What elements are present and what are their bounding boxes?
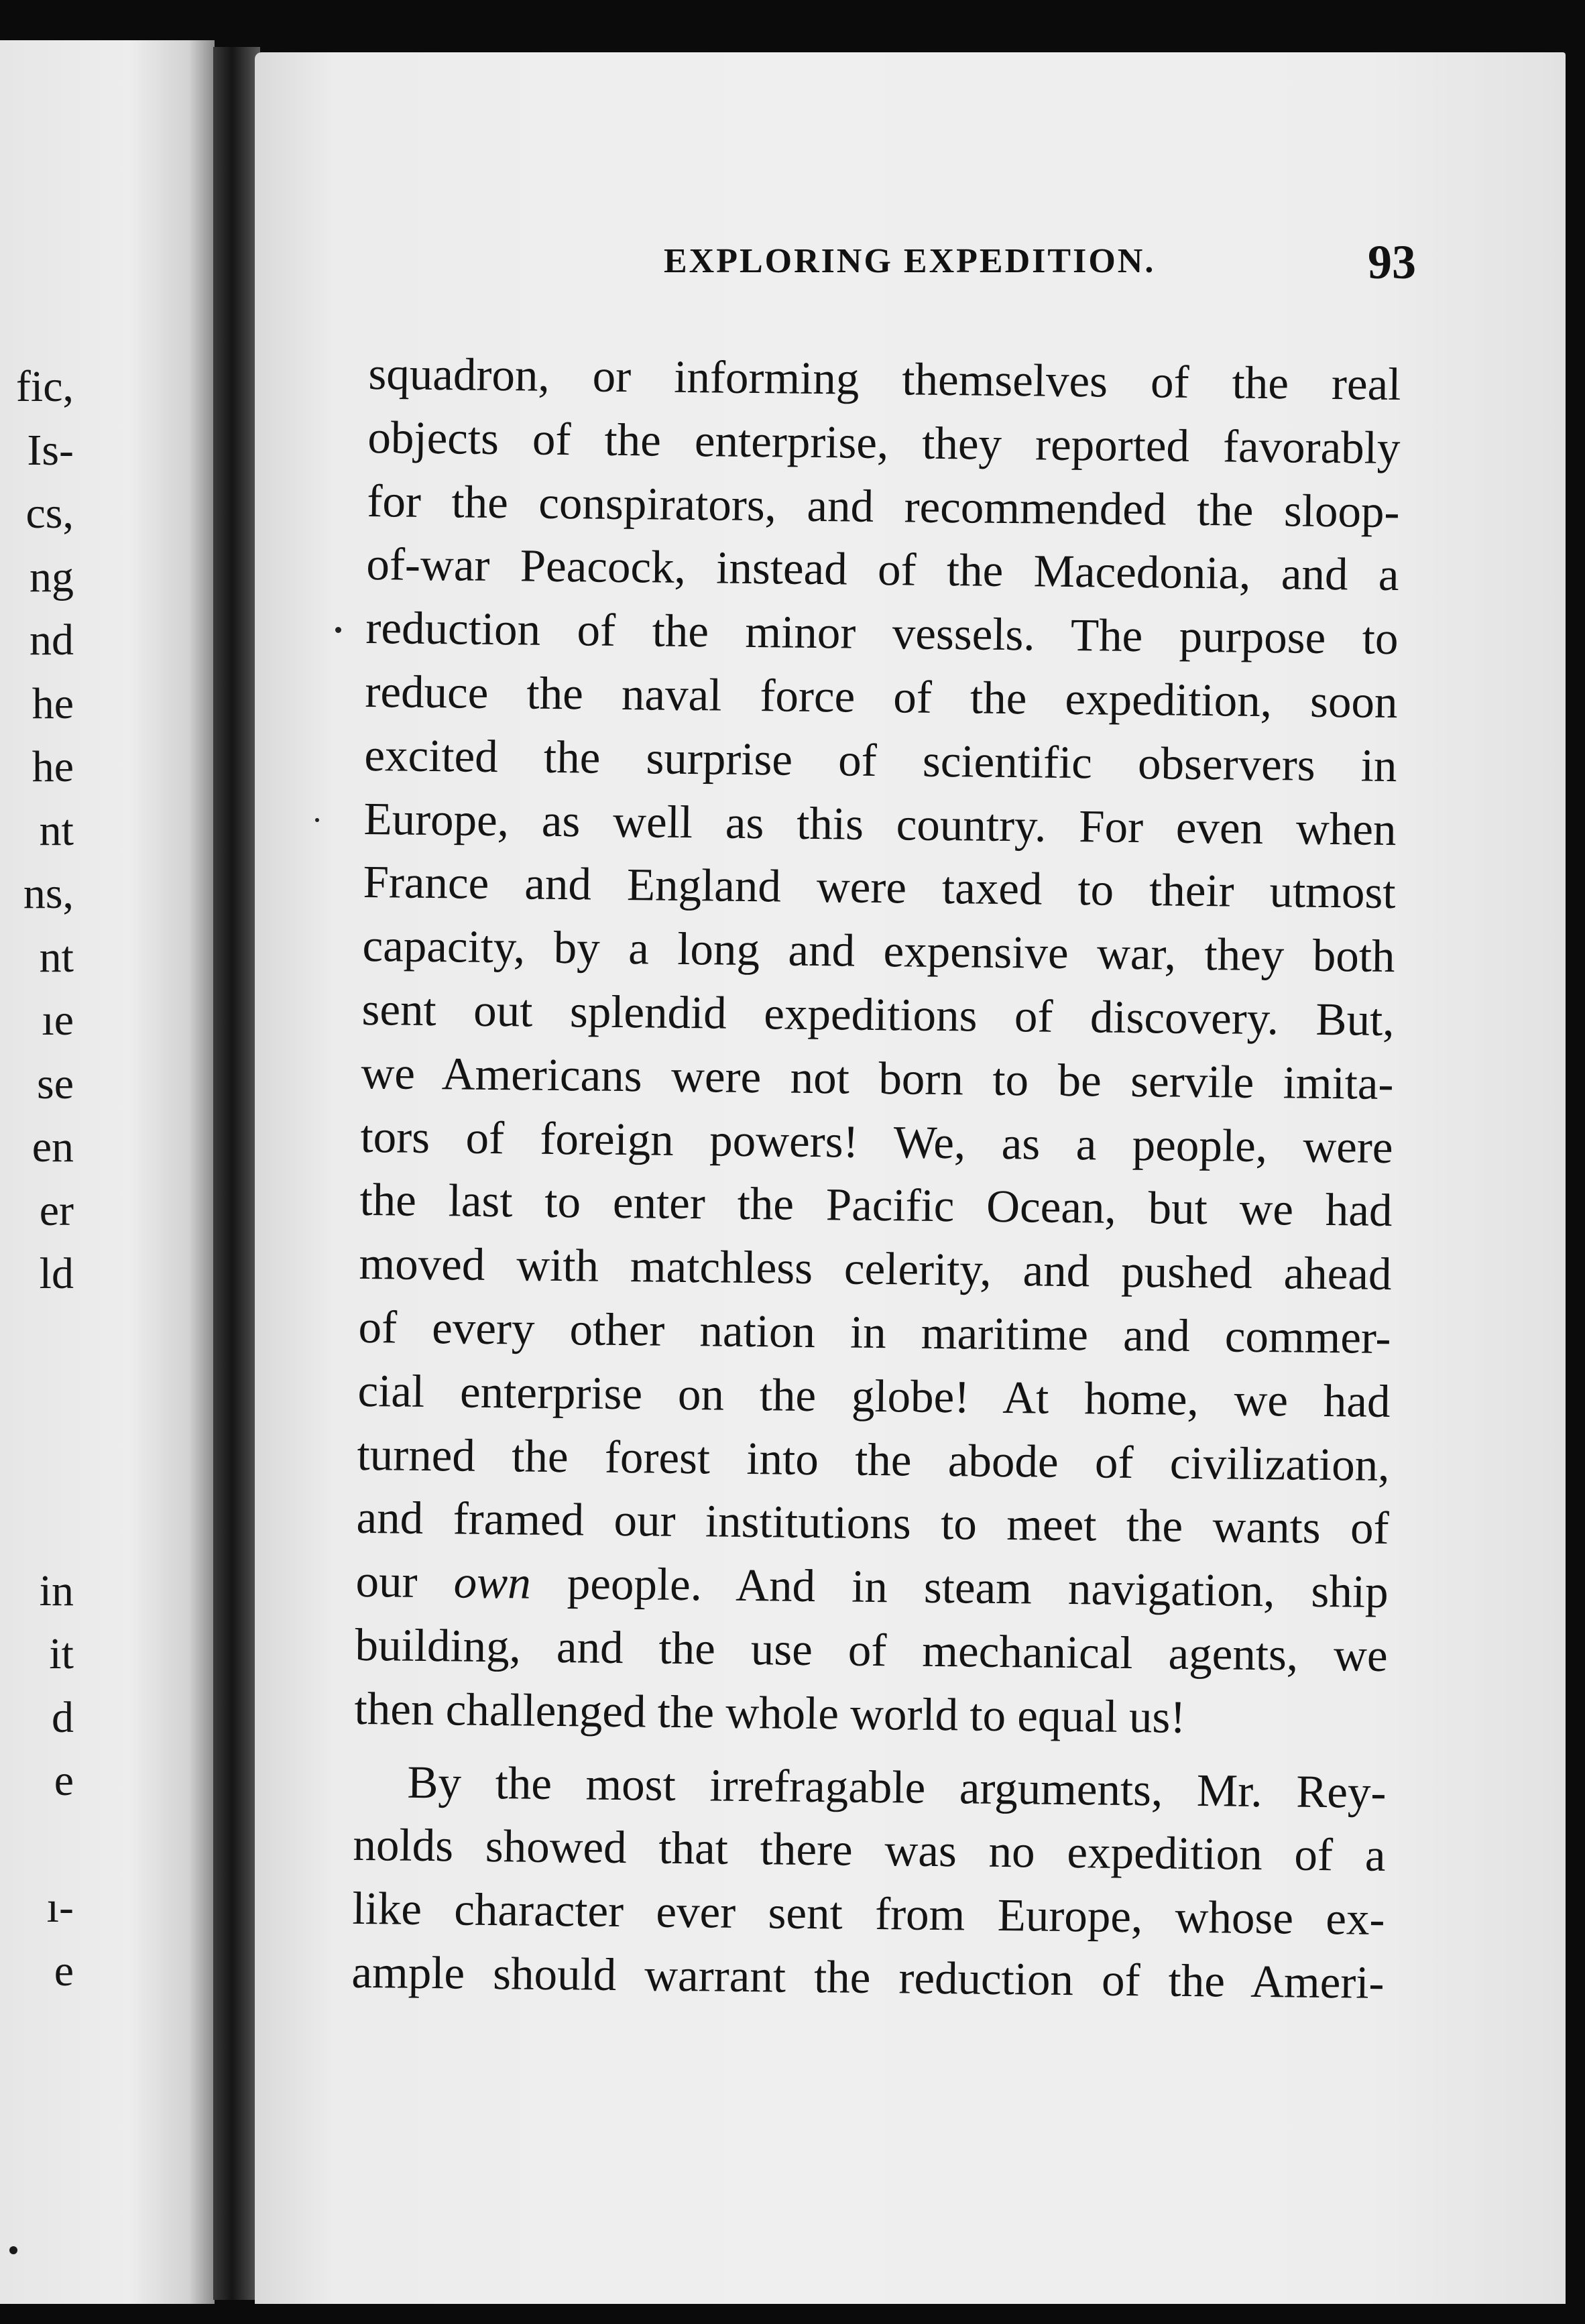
text-line: and framed our institutions to meet the wants of: [356, 1492, 1389, 1554]
previous-page-fragment: en: [32, 1122, 74, 1171]
text-line: cial enterprise on the globe! At home, we had: [357, 1364, 1391, 1427]
previous-page-fragment: Is-: [27, 425, 74, 475]
margin-ink-speck: [315, 818, 319, 822]
previous-page-fragment: se: [37, 1059, 74, 1108]
text-line: excited the surprise of scientific observers in: [364, 729, 1397, 791]
previous-page-fragment: e: [54, 1756, 74, 1805]
book-gutter: [213, 47, 260, 2300]
text-line: the last to enter the Pacific Ocean, but we had: [359, 1174, 1393, 1236]
text-line: tors of foreign powers! We, as a people, were: [360, 1110, 1393, 1173]
previous-page-fragment: ns,: [23, 869, 74, 918]
text-line: of every other nation in maritime and commer-: [358, 1301, 1391, 1363]
text-line: we Americans were not born to be servile imita-: [361, 1047, 1394, 1109]
previous-page-fragment: in: [39, 1566, 74, 1615]
previous-page-fragment: e: [54, 1946, 74, 1995]
text-line: our own people. And in steam navigation, ship: [355, 1556, 1389, 1618]
text-line: sent out splendid expeditions of discovery. But,: [361, 983, 1395, 1046]
previous-page-fragment: he: [32, 742, 74, 791]
previous-page-fragment: ld: [39, 1249, 74, 1298]
previous-page-fragment: he: [32, 679, 74, 728]
text-line: Europe, as well as this country. For even when: [363, 793, 1397, 855]
previous-page-fragment: [0, 1306, 74, 1370]
text-line: reduction of the minor vessels. The purpose to: [365, 602, 1399, 664]
text-line: By the most irrefragable arguments, Mr. Rey-: [407, 1756, 1387, 1818]
text-line: turned the forest into the abode of civilization,: [357, 1428, 1390, 1491]
previous-page-fragment: it: [49, 1629, 74, 1678]
text-line: of-war Peacock, instead of the Macedonia, and a: [366, 538, 1399, 601]
margin-ink-speck: [335, 627, 341, 633]
text-line: like character ever sent from Europe, whose ex-: [352, 1882, 1385, 1945]
text-line: France and England were taxed to their utmost: [363, 856, 1396, 919]
text-line: then challenged the whole world to equal us!: [354, 1682, 1186, 1743]
body-text: [351, 342, 1401, 2015]
previous-page-fragment: ng: [30, 552, 74, 601]
running-head: EXPLORING EXPEDITION.: [664, 242, 1156, 280]
previous-page-fragment: nt: [39, 932, 74, 982]
previous-page-fragment: d: [52, 1692, 74, 1742]
previous-page-fragment: fic,: [15, 362, 74, 411]
previous-page: [0, 40, 215, 2307]
text-line: objects of the enterprise, they reported favorably: [367, 411, 1401, 473]
page-number: 93: [1368, 235, 1416, 289]
scan-bottom-edge: [0, 2304, 1585, 2324]
text-line: capacity, by a long and expensive war, they both: [362, 920, 1395, 982]
previous-page-fragment: [0, 1369, 74, 1433]
text-line: nolds showed that there was no expedition of a: [353, 1819, 1386, 1881]
text-line: reduce the naval force of the expedition, soon: [365, 665, 1398, 728]
previous-page-fragment: nt: [39, 805, 74, 855]
text-line: moved with matchless celerity, and pushed ahead: [359, 1238, 1392, 1300]
previous-page-fragment: [0, 1433, 74, 1497]
text-line: squadron, or informing themselves of the real: [368, 347, 1401, 410]
previous-page-fragment: [0, 1813, 74, 1877]
previous-page-fragment: nd: [30, 616, 74, 664]
ink-speck: [9, 2246, 17, 2254]
text-line: ample should warrant the reduction of the Ameri-: [351, 1946, 1385, 2008]
previous-page-fragment: cs,: [25, 489, 74, 538]
text-line: for the conspirators, and recommended the sloop-: [367, 475, 1400, 537]
previous-page-fragment: er: [39, 1185, 74, 1235]
emphasized-word: own: [453, 1556, 532, 1609]
previous-page-fragment: ıe: [42, 996, 74, 1045]
previous-page-fragment: ı-: [46, 1883, 74, 1932]
previous-page-fragment: [0, 1496, 74, 1560]
previous-page-text-fragments: [0, 355, 74, 2003]
text-line: building, and the use of mechanical agents, we: [355, 1619, 1388, 1681]
